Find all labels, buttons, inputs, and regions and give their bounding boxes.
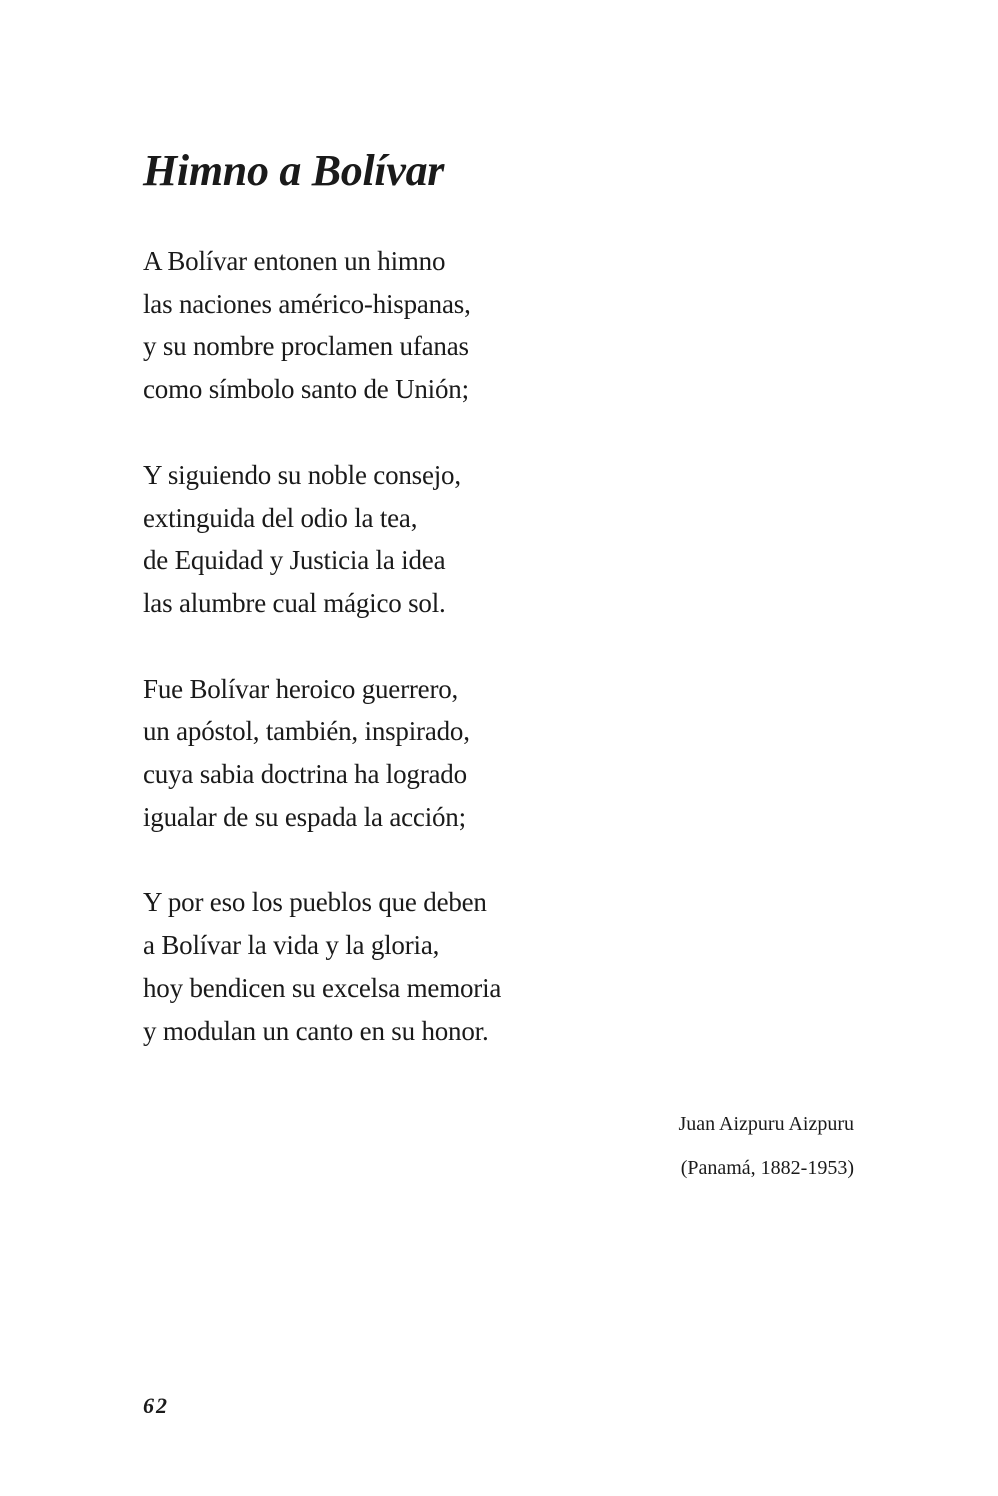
stanza-4: [143, 881, 501, 1052]
verse-line: Fue Bolívar heroico guerrero,: [143, 673, 459, 704]
author-name: Juan Aizpuru Aizpuru: [678, 1113, 854, 1135]
verse-line: hoy bendicen su excelsa memoria: [143, 972, 502, 1003]
verse-line: Y por eso los pueblos que deben: [143, 887, 487, 918]
author-attribution: [678, 1102, 854, 1190]
verse-line: las alumbre cual mágico sol.: [143, 587, 446, 618]
stanza-3: [143, 668, 501, 839]
verse-line: Y siguiendo su noble consejo,: [143, 459, 461, 490]
verse-line: y su nombre proclamen ufanas: [143, 331, 469, 362]
verse-line: como símbolo santo de Unión;: [143, 374, 469, 405]
verse-line: las naciones américo-hispanas,: [143, 288, 471, 319]
page-title: Himno a Bolívar: [143, 146, 445, 195]
stanza-2: [143, 454, 501, 625]
stanza-1: [143, 240, 501, 411]
verse-line: cuya sabia doctrina ha logrado: [143, 759, 467, 790]
poem-body: [143, 240, 501, 1095]
verse-line: igualar de su espada la acción;: [143, 801, 466, 832]
verse-line: A Bolívar entonen un himno: [143, 246, 446, 276]
page-number: 62: [143, 1393, 169, 1418]
verse-line: y modulan un canto en su honor.: [143, 1015, 489, 1046]
verse-line: de Equidad y Justicia la idea: [143, 545, 446, 576]
verse-line: extinguida del odio la tea,: [143, 502, 418, 533]
author-origin: (Panamá, 1882-1953): [680, 1157, 854, 1179]
verse-line: un apóstol, también, inspirado,: [143, 716, 470, 747]
verse-line: a Bolívar la vida y la gloria,: [143, 930, 440, 961]
